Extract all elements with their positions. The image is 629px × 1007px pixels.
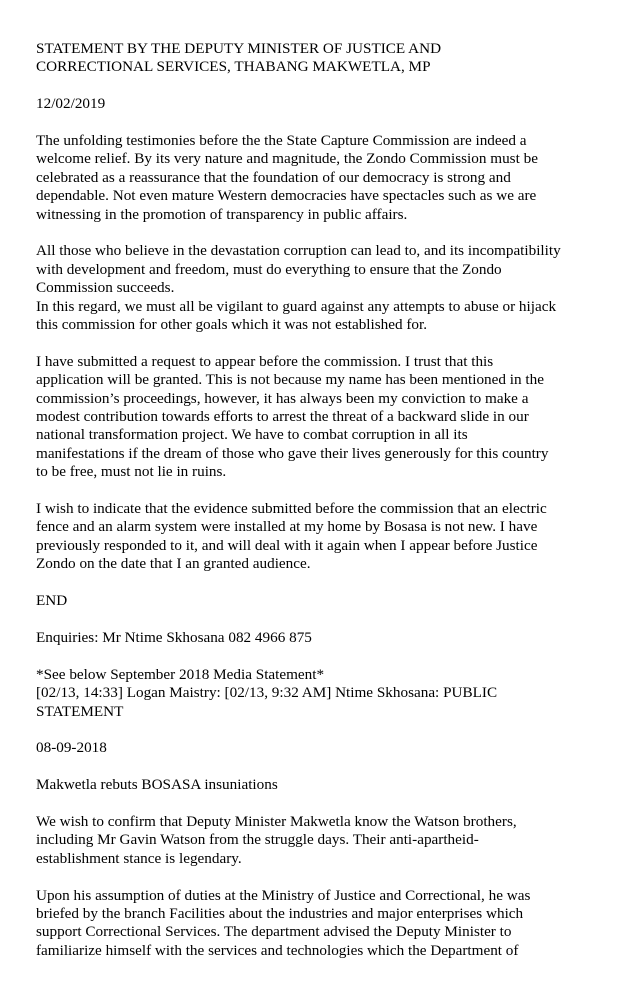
statement-date: 12/02/2019 <box>36 95 106 113</box>
forwarded-header <box>36 666 596 721</box>
text-line: [02/13, 14:33] Logan Maistry: [02/13, 9:32 AM] Ntime Skhosana: PUBLIC <box>36 684 498 702</box>
text-line: support Correctional Services. The department advised the Deputy Minister to <box>36 923 512 941</box>
paragraph-corruption <box>36 242 596 334</box>
text-line: fence and an alarm system were installed at my home by Bosasa is not new. I have <box>36 518 538 536</box>
paragraph-duties <box>36 887 596 961</box>
text-line: welcome relief. By its very nature and magnitude, the Zondo Commission must be <box>36 150 538 168</box>
text-line: In this regard, we must all be vigilant to guard against any attempts to abuse or hijack <box>36 297 557 315</box>
text-line: Zondo on the date that I an granted audience. <box>36 555 311 573</box>
text-line: briefed by the branch Facilities about the industries and major enterprises which <box>36 904 524 922</box>
text-line: I have submitted a request to appear before the commission. I trust that this <box>36 352 494 370</box>
document-body <box>36 40 596 960</box>
text-line: Commission succeeds. <box>36 279 175 297</box>
text-line: Upon his assumption of duties at the Ministry of Justice and Correctional, he was <box>36 886 531 904</box>
enquiries-contact: Enquiries: Mr Ntime Skhosana 082 4966 875 <box>36 628 312 646</box>
text-line: All those who believe in the devastation corruption can lead to, and its incompatibility <box>36 242 561 260</box>
text-line: The unfolding testimonies before the the State Capture Commission are indeed a <box>36 132 527 149</box>
text-line: commission’s proceedings, however, it has always been my conviction to make a <box>36 389 529 407</box>
text-line: national transformation project. We have to combat corruption in all its <box>36 426 468 444</box>
text-line: *See below September 2018 Media Statement* <box>36 665 325 683</box>
text-line: including Mr Gavin Watson from the struggle days. Their anti-apartheid- <box>36 831 479 849</box>
paragraph-testimonies <box>36 132 596 224</box>
paragraph-watson <box>36 813 596 868</box>
paragraph-evidence <box>36 500 596 574</box>
headline-2: Makwetla rebuts BOSASA insuniations <box>36 776 278 794</box>
text-line: to be free, must not lie in ruins. <box>36 463 227 481</box>
text-line: dependable. Not even mature Western democracies have spectacles such as we are <box>36 187 537 205</box>
title-line: CORRECTIONAL SERVICES, THABANG MAKWETLA, MP <box>36 58 431 76</box>
title-line: STATEMENT BY THE DEPUTY MINISTER OF JUSTICE AND <box>36 40 442 57</box>
text-line: manifestations if the dream of those who gave their lives generously for this country <box>36 444 549 462</box>
text-line: with development and freedom, must do everything to ensure that the Zondo <box>36 260 502 278</box>
text-line: establishment stance is legendary. <box>36 849 242 867</box>
end-marker: END <box>36 592 68 610</box>
text-line: I wish to indicate that the evidence submitted before the commission that an electric <box>36 500 547 518</box>
text-line: celebrated as a reassurance that the foundation of our democracy is strong and <box>36 168 511 186</box>
text-line: modest contribution towards efforts to arrest the threat of a backward slide in our <box>36 408 529 426</box>
paragraph-request <box>36 353 596 482</box>
text-line: We wish to confirm that Deputy Minister Makwetla know the Watson brothers, <box>36 812 517 830</box>
statement-title <box>36 40 596 77</box>
statement-date-2: 08-09-2018 <box>36 739 107 757</box>
text-line: STATEMENT <box>36 702 124 720</box>
text-line: application will be granted. This is not because my name has been mentioned in the <box>36 371 544 389</box>
text-line: previously responded to it, and will deal with it again when I appear before Justice <box>36 536 538 554</box>
text-line: this commission for other goals which it was not established for. <box>36 316 428 334</box>
text-line: familiarize himself with the services and technologies which the Department of <box>36 941 519 959</box>
text-line: witnessing in the promotion of transparency in public affairs. <box>36 205 408 223</box>
